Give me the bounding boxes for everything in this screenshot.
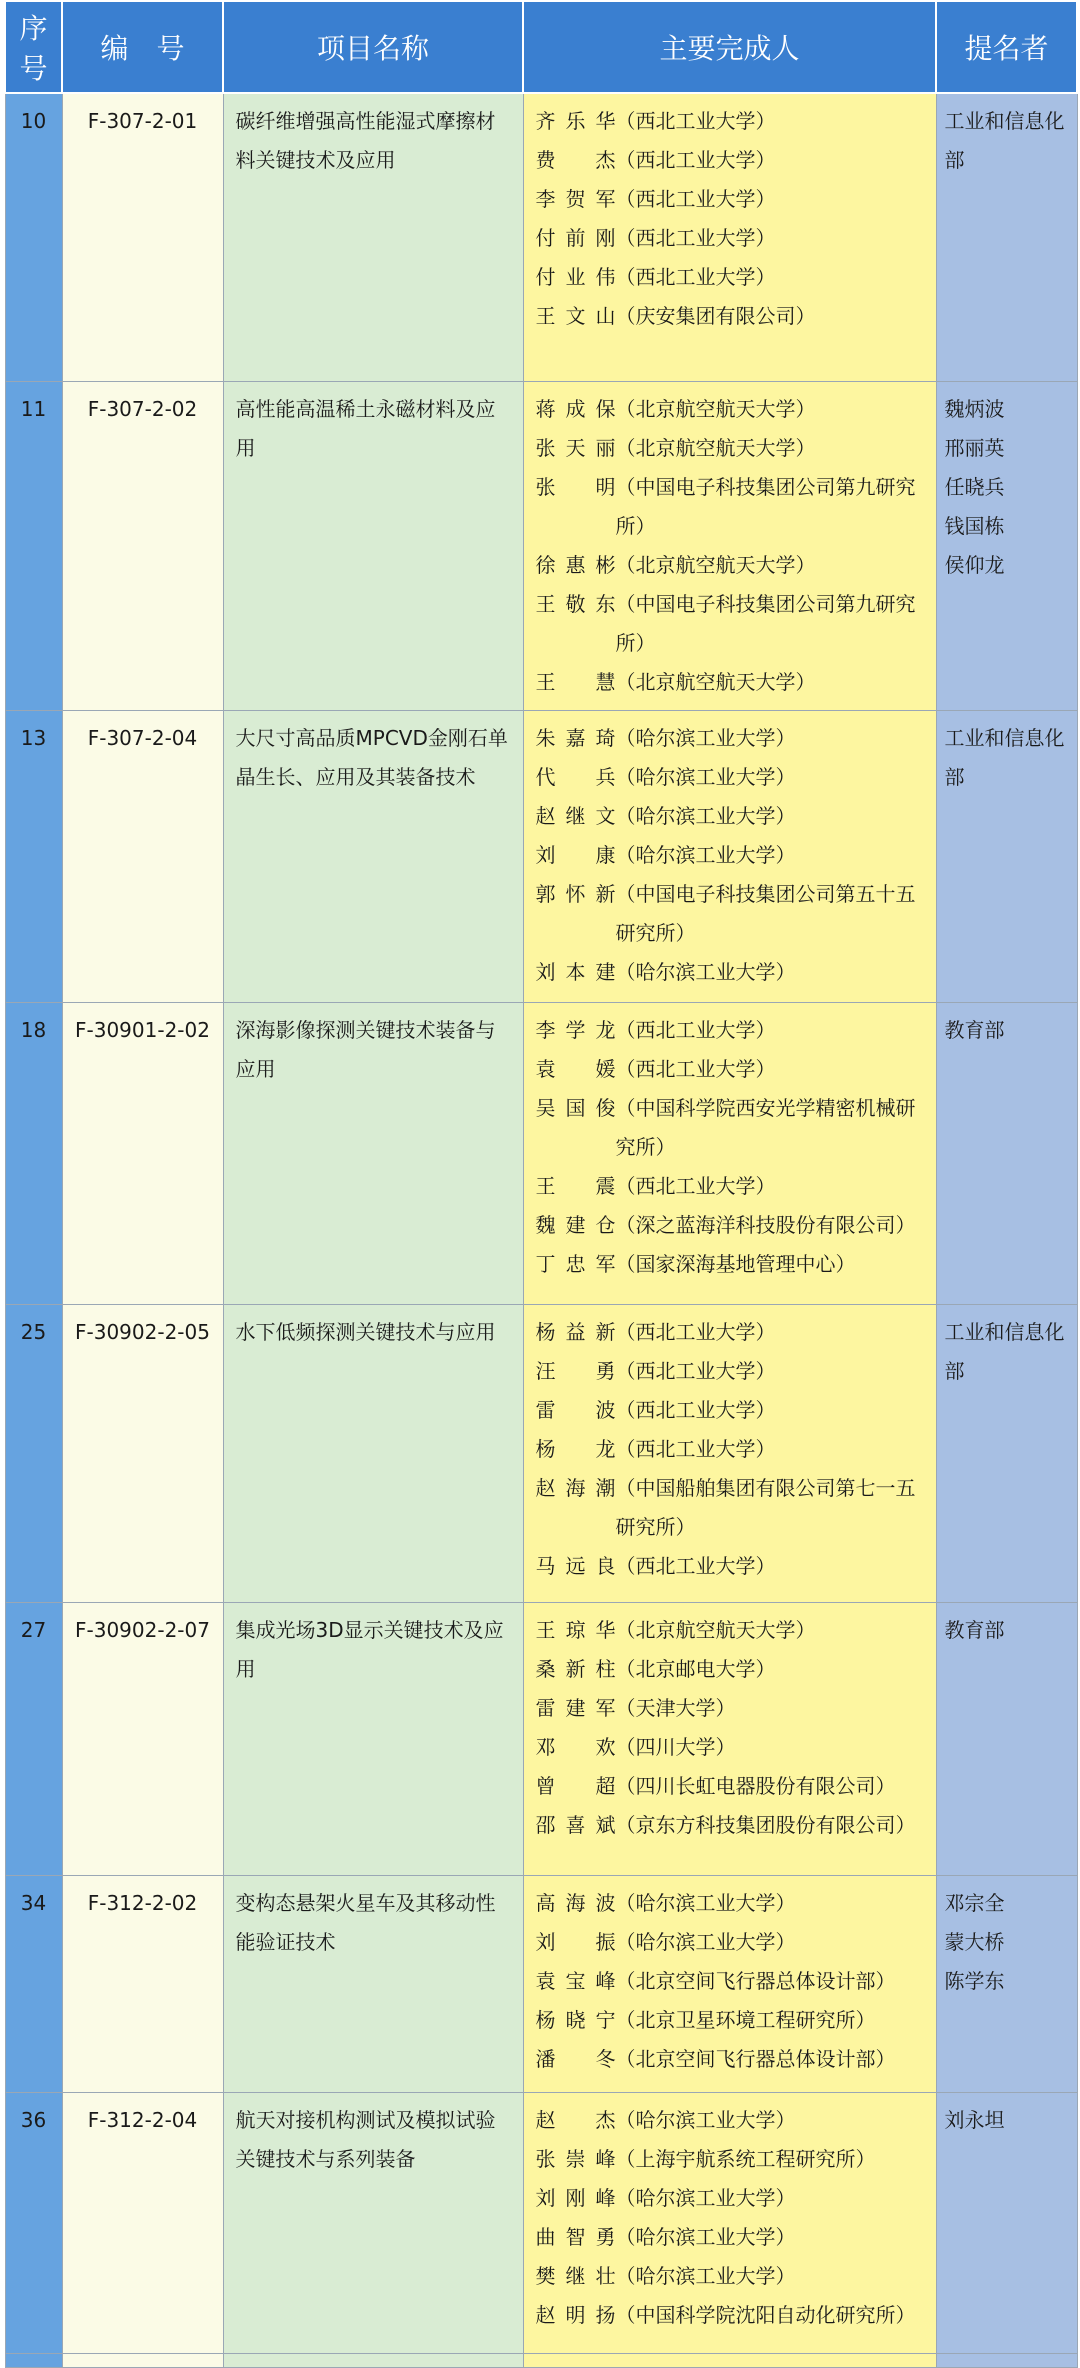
row-nominator [936,93,1077,381]
contributor-affiliation: （西北工业大学） [615,1017,776,1042]
contributor [536,468,930,546]
contributor-name: 樊继壮 [535,2263,616,2288]
project-name-text: 水下低频探测关键技术与应用 [235,1319,496,1344]
contributor-name: 桑新柱 [535,1656,616,1681]
contributor-name: 赵海潮 [535,1475,616,1500]
table-row [5,710,1077,1002]
table-row [5,1875,1077,2092]
contributor [536,297,930,336]
contributor [536,1962,930,2001]
contributor-affiliation: （中国电子科技集团公司第九研究所） [615,591,916,655]
row-contributors [523,381,936,710]
contributor [536,1469,930,1547]
contributor [536,546,930,585]
contributor-name: 杨益新 [535,1319,616,1344]
partial-cell [523,2353,936,2367]
contributor-affiliation: （哈尔滨工业大学） [615,2107,796,2132]
contributor-affiliation: （哈尔滨工业大学） [615,959,796,984]
contributor [536,797,930,836]
contributor-name: 袁宝峰 [535,1968,616,1993]
contributor-affiliation: （深之蓝海洋科技股份有限公司） [615,1212,916,1237]
contributor-name: 徐惠彬 [535,552,616,577]
contributor-affiliation: （哈尔滨工业大学） [615,803,796,828]
contributor [536,390,930,429]
contributor-name: 张崇峰 [535,2146,616,2171]
contributor-name: 李贺军 [535,187,616,211]
contributor [536,141,930,180]
contributor-name: 邵喜斌 [535,1812,616,1837]
row-index: 36 [5,2092,62,2353]
contributor-affiliation: （哈尔滨工业大学） [615,2185,796,2210]
row-index: 25 [5,1304,62,1602]
contributor-name: 郭怀新 [535,881,616,906]
contributor-affiliation: （北京航空航天大学） [615,396,816,421]
table-row-partial [5,2353,1077,2367]
contributor-name: 张天丽 [535,435,616,460]
contributor-name: 付业伟 [535,265,616,289]
contributor [536,1767,930,1806]
header-project-name: 项目名称 [223,1,523,93]
contributor [536,1245,930,1284]
contributor [536,1547,930,1586]
contributor-name: 吴国俊 [535,1095,616,1120]
contributor-affiliation: （庆安集团有限公司） [615,304,816,328]
contributor-name: 王 震 [535,1173,616,1198]
contributor-name: 潘 冬 [535,2046,616,2071]
row-project-name [223,1875,523,2092]
contributor-affiliation: （中国科学院沈阳自动化研究所） [615,2302,916,2327]
contributor [536,2257,930,2296]
contributor-name: 曲智勇 [535,2224,616,2249]
row-code: F-312-2-04 [62,2092,223,2353]
contributor-affiliation: （哈尔滨工业大学） [615,1929,796,1954]
row-project-name [223,93,523,381]
contributor [536,1050,930,1089]
contributor [536,875,930,953]
row-contributors [523,1002,936,1304]
contributor-affiliation: （北京航空航天大学） [615,1617,816,1642]
contributor-affiliation: （国家深海基地管理中心） [615,1251,856,1276]
contributor-name: 王敬东 [535,591,616,616]
row-code: F-30902-2-05 [62,1304,223,1602]
table-row [5,93,1077,381]
contributor-name: 王 慧 [535,669,616,694]
contributor [536,258,930,297]
contributor-affiliation: （西北工业大学） [615,265,776,289]
contributor [536,102,930,141]
nominator-name: 钱国栋 [944,513,1005,538]
contributor-affiliation: （哈尔滨工业大学） [615,2263,796,2288]
project-name-text: 变构态悬架火星车及其移动性能验证技术 [235,1890,496,1954]
row-nominator [936,381,1077,710]
contributor-affiliation: （四川长虹电器股份有限公司） [615,1773,896,1798]
contributor [536,2101,930,2140]
contributor [536,1313,930,1352]
contributor-name: 杨晓宁 [535,2007,616,2032]
row-index: 27 [5,1602,62,1875]
table-row [5,1602,1077,1875]
table-row [5,381,1077,710]
contributor [536,1430,930,1469]
contributor [536,2140,930,2179]
contributor-name: 马远良 [535,1553,616,1578]
contributor-name: 汪 勇 [535,1358,616,1383]
nominator-name: 蒙大桥 [944,1929,1005,1954]
contributor [536,1689,930,1728]
header-code: 编 号 [62,1,223,93]
contributor-affiliation: （西北工业大学） [615,1358,776,1383]
contributor [536,1611,930,1650]
project-name-text: 碳纤维增强高性能湿式摩擦材料关键技术及应用 [235,109,496,172]
contributor-affiliation: （西北工业大学） [615,1436,776,1461]
contributor-affiliation: （北京航空航天大学） [615,435,816,460]
project-name-text: 大尺寸高品质MPCVD金刚石单晶生长、应用及其装备技术 [235,725,508,789]
nominator-name: 魏炳波 [944,396,1005,421]
row-project-name [223,381,523,710]
contributor [536,1884,930,1923]
contributor-affiliation: （中国科学院西安光学精密机械研究所） [615,1095,916,1159]
contributor-name: 刘 振 [535,1929,616,1954]
row-contributors [523,2092,936,2353]
header-main-contributors: 主要完成人 [523,1,936,93]
row-index: 34 [5,1875,62,2092]
row-project-name [223,2092,523,2353]
contributor-name: 朱嘉琦 [535,725,616,750]
nominator-name: 教育部 [944,1017,1005,1042]
contributor [536,1352,930,1391]
contributor-name: 雷建军 [535,1695,616,1720]
row-index: 10 [5,93,62,381]
contributor-affiliation: （西北工业大学） [615,187,776,211]
nominator-name: 任晓兵 [944,474,1005,499]
contributor [536,1650,930,1689]
contributor-name: 赵继文 [535,803,616,828]
contributor-affiliation: （西北工业大学） [615,1553,776,1578]
table-row [5,1304,1077,1602]
contributor-affiliation: （西北工业大学） [615,226,776,250]
contributor-affiliation: （中国电子科技集团公司第五十五研究所） [615,881,916,945]
row-code: F-307-2-04 [62,710,223,1002]
contributor-affiliation: （上海宇航系统工程研究所） [615,2146,876,2171]
contributor-name: 杨 龙 [535,1436,616,1461]
contributor-name: 高海波 [535,1890,616,1915]
row-nominator [936,1002,1077,1304]
contributor-affiliation: （西北工业大学） [615,148,776,172]
row-index: 18 [5,1002,62,1304]
contributor-name: 代 兵 [535,764,616,789]
contributor-name: 魏建仓 [535,1212,616,1237]
row-code: F-307-2-02 [62,381,223,710]
contributor [536,180,930,219]
contributor-name: 邓 欢 [535,1734,616,1759]
contributor [536,663,930,702]
contributor-affiliation: （西北工业大学） [615,1319,776,1344]
contributor-name: 费 杰 [535,148,616,172]
header-row [5,1,1077,93]
contributor-affiliation: （北京空间飞行器总体设计部） [615,1968,896,1993]
contributor-affiliation: （四川大学） [615,1734,736,1759]
row-code: F-30901-2-02 [62,1002,223,1304]
row-contributors [523,1602,936,1875]
row-contributors [523,93,936,381]
row-nominator [936,1602,1077,1875]
contributor-name: 齐乐华 [535,109,616,133]
contributor-name: 刘刚峰 [535,2185,616,2210]
row-code: F-307-2-01 [62,93,223,381]
contributor-affiliation: （哈尔滨工业大学） [615,725,796,750]
contributor-affiliation: （中国船舶集团有限公司第七一五研究所） [615,1475,916,1539]
contributor-affiliation: （西北工业大学） [615,109,776,133]
contributor-name: 张 明 [535,474,616,499]
contributor [536,836,930,875]
nominator-name: 邓宗全 [944,1890,1005,1915]
contributor [536,2296,930,2335]
contributor [536,2179,930,2218]
contributor [536,953,930,992]
contributor [536,1923,930,1962]
awards-table [4,0,1078,2368]
partial-cell [223,2353,523,2367]
contributor [536,1089,930,1167]
project-name-text: 深海影像探测关键技术装备与应用 [235,1017,496,1081]
contributor [536,719,930,758]
contributor-affiliation: （西北工业大学） [615,1056,776,1081]
nominator-name: 工业和信息化部 [944,725,1065,789]
header-nominator: 提名者 [936,1,1077,93]
row-project-name [223,710,523,1002]
contributor-affiliation: （哈尔滨工业大学） [615,1890,796,1915]
nominator-name: 侯仰龙 [944,552,1005,577]
partial-cell [936,2353,1077,2367]
row-nominator [936,1304,1077,1602]
contributor-name: 袁 媛 [535,1056,616,1081]
project-name-text: 航天对接机构测试及模拟试验关键技术与系列装备 [235,2107,496,2171]
nominator-name: 邢丽英 [944,435,1005,460]
contributor [536,1728,930,1767]
contributor [536,429,930,468]
contributor-affiliation: （北京空间飞行器总体设计部） [615,2046,896,2071]
row-index: 11 [5,381,62,710]
partial-cell [62,2353,223,2367]
contributor [536,2001,930,2040]
project-name-text: 高性能高温稀土永磁材料及应用 [235,396,496,460]
nominator-name: 教育部 [944,1617,1005,1642]
contributor-affiliation: （哈尔滨工业大学） [615,842,796,867]
row-code: F-312-2-02 [62,1875,223,2092]
contributor-name: 丁忠军 [535,1251,616,1276]
table-body [5,93,1077,2367]
contributor-name: 蒋成保 [535,396,616,421]
row-nominator [936,2092,1077,2353]
contributor-affiliation: （西北工业大学） [615,1397,776,1422]
row-project-name [223,1304,523,1602]
contributor [536,2040,930,2079]
row-nominator [936,1875,1077,2092]
contributor-name: 曾 超 [535,1773,616,1798]
nominator-name: 陈学东 [944,1968,1005,1993]
contributor-affiliation: （西北工业大学） [615,1173,776,1198]
contributor-name: 付前刚 [535,226,616,250]
contributor-affiliation: （哈尔滨工业大学） [615,2224,796,2249]
nominator-name: 工业和信息化部 [944,1319,1065,1383]
contributor-name: 刘本建 [535,959,616,984]
contributor-affiliation: （天津大学） [615,1695,736,1720]
table-row [5,1002,1077,1304]
row-nominator [936,710,1077,1002]
contributor-name: 王文山 [535,304,616,328]
contributor [536,1806,930,1845]
row-index: 13 [5,710,62,1002]
header-index: 序号 [5,1,62,93]
partial-cell [5,2353,62,2367]
row-project-name [223,1602,523,1875]
contributor-name: 赵 杰 [535,2107,616,2132]
nominator-name: 刘永坦 [944,2107,1005,2132]
row-code: F-30902-2-07 [62,1602,223,1875]
contributor [536,585,930,663]
contributor [536,219,930,258]
nominator-name: 工业和信息化部 [944,109,1065,172]
row-project-name [223,1002,523,1304]
contributor [536,1167,930,1206]
contributor [536,2218,930,2257]
contributor-name: 赵明扬 [535,2302,616,2327]
contributor-affiliation: （北京航空航天大学） [615,669,816,694]
contributor-affiliation: （北京卫星环境工程研究所） [615,2007,876,2032]
contributor-name: 李学龙 [535,1017,616,1042]
contributor [536,1391,930,1430]
contributor-affiliation: （北京航空航天大学） [615,552,816,577]
contributor-name: 王琼华 [535,1617,616,1642]
contributor-name: 刘 康 [535,842,616,867]
row-contributors [523,1304,936,1602]
contributor-affiliation: （京东方科技集团股份有限公司） [615,1812,916,1837]
row-contributors [523,710,936,1002]
table-row [5,2092,1077,2353]
contributor-affiliation: （中国电子科技集团公司第九研究所） [615,474,916,538]
contributor [536,758,930,797]
contributor-name: 雷 波 [535,1397,616,1422]
project-name-text: 集成光场3D显示关键技术及应用 [235,1617,504,1681]
contributor [536,1011,930,1050]
contributor [536,1206,930,1245]
row-contributors [523,1875,936,2092]
contributor-affiliation: （哈尔滨工业大学） [615,764,796,789]
contributor-affiliation: （北京邮电大学） [615,1656,776,1681]
